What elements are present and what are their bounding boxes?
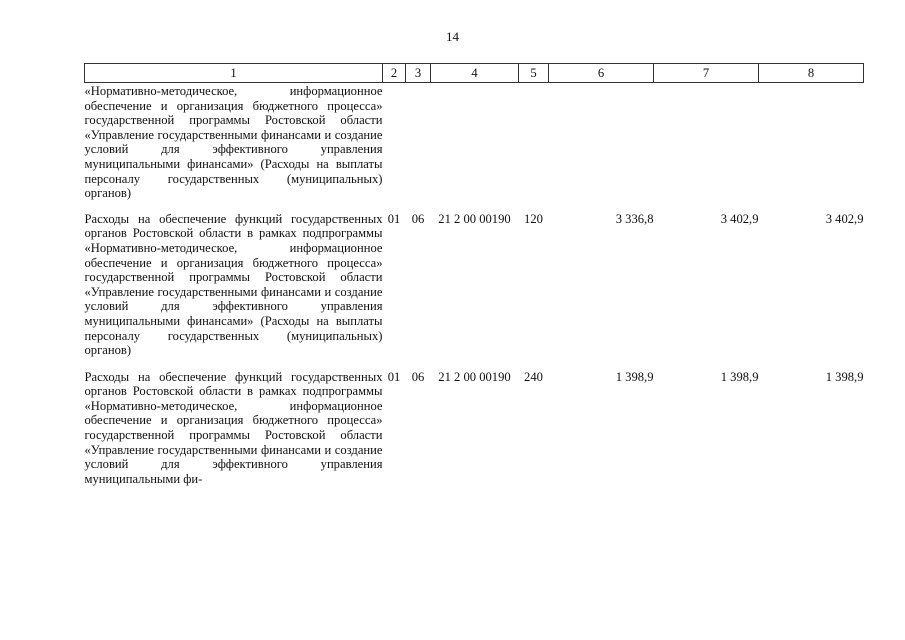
- column-header: 2: [383, 64, 406, 83]
- cell-expense-type: [519, 83, 549, 212]
- column-header: 7: [654, 64, 759, 83]
- cell-section: 01: [387, 211, 401, 226]
- cell-section: 01: [387, 369, 401, 384]
- row-description: Расходы на обеспечение функций государственных органов Ростовской области в рамках подпрограммы «Нормативно-методическое, информационное обеспечение и организация бюджетного процесса» государственной программы Ростовской области «Управление государственными финансами и создание условий для эффективного управления муниципальными финансами» (Расходы на выплаты персоналу государственных (муниципальных) органов): [84, 211, 383, 358]
- cell-subsection: 06: [411, 369, 425, 384]
- row-description: Расходы на обеспечение функций государственных органов Ростовской области в рамках подпрограммы «Нормативно-методическое, информационное обеспечение и организация бюджетного процесса» государственной программы Ростовской области «Управление государственными финансами и создание условий для эффективного управления муниципальными фи-: [84, 369, 383, 486]
- column-header: 8: [759, 64, 864, 83]
- cell-target-code: 21 2 00 00190: [438, 211, 511, 226]
- column-header: 6: [549, 64, 654, 83]
- table-row: [85, 83, 864, 212]
- cell-amount-2: [654, 83, 759, 212]
- cell-amount-2: 3 402,9: [720, 211, 759, 226]
- cell-amount-3: 3 402,9: [825, 211, 864, 226]
- table-header-row: [85, 64, 864, 83]
- column-header: 4: [431, 64, 519, 83]
- cell-amount-3: [759, 83, 864, 212]
- table-row: [85, 370, 864, 487]
- cell-expense-type: 240: [524, 369, 543, 384]
- cell-amount-3: 1 398,9: [825, 369, 864, 384]
- cell-amount-1: [549, 83, 654, 212]
- table-row: [85, 212, 864, 370]
- cell-amount-1: 3 336,8: [615, 211, 654, 226]
- row-description: «Нормативно-методическоe, информационное обеспечение и организация бюджетного процесса» государственной программы Ростовской области «Управление государственными финансами и создание условий для эффективного управления муниципальными финансами» (Расходы на выплаты персоналу государственных (муниципальных) органов): [84, 84, 383, 201]
- cell-amount-1: 1 398,9: [615, 369, 654, 384]
- cell-target-code: [431, 83, 519, 212]
- column-header: 5: [519, 64, 549, 83]
- cell-expense-type: 120: [524, 211, 543, 226]
- page-number: 14: [446, 29, 459, 44]
- cell-subsection: [406, 83, 431, 212]
- cell-subsection: 06: [411, 211, 425, 226]
- cell-amount-2: 1 398,9: [720, 369, 759, 384]
- cell-target-code: 21 2 00 00190: [438, 369, 511, 384]
- column-header: 3: [406, 64, 431, 83]
- cell-section: [383, 83, 406, 212]
- column-header: 1: [85, 64, 383, 83]
- budget-table: [84, 63, 864, 486]
